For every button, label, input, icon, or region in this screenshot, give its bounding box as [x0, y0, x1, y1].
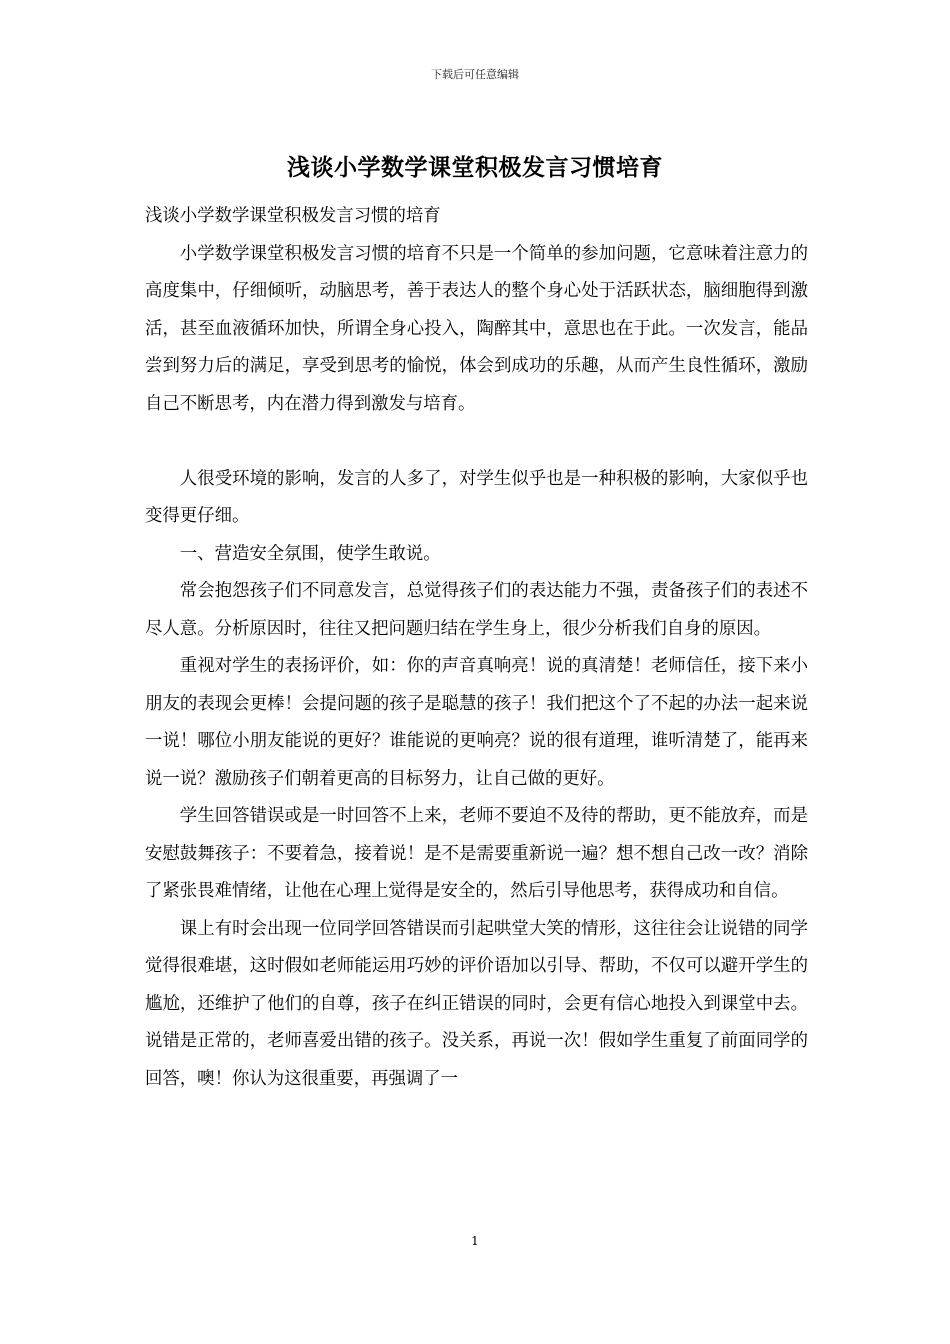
header-note: 下载后可任意编辑	[431, 68, 519, 81]
page-number: 1	[471, 1234, 479, 1248]
paragraph-2: 人很受环境的影响，发言的人多了，对学生似乎也是一种积极的影响，大家似乎也变得更仔细。	[145, 468, 808, 526]
blank-line	[145, 423, 808, 461]
paragraph-5: 学生回答错误或是一时回答不上来，老师不要迫不及待的帮助，更不能放弃，而是安慰鼓舞孩子：不要着急，接着说！是不是需要重新说一遍？想不想自己改一改？消除了紧张畏难情绪，让他在心理上觉得是安全的，然后引导他思考，获得成功和自信。	[145, 806, 808, 901]
paragraph-6: 课上有时会出现一位同学回答错误而引起哄堂大笑的情形，这往往会让说错的同学觉得很难堪，这时假如老师能运用巧妙的评价语加以引导、帮助，不仅可以避开学生的尴尬，还维护了他们的自尊，孩子在纠正错误的同时，会更有信心地投入到课堂中去。说错是正常的，老师喜爱出错的孩子。没关系，再说一次！假如学生重复了前面同学的回答，噢！你认为这很重要，再强调了一	[145, 918, 808, 1089]
paragraph-4: 重视对学生的表扬评价，如：你的声音真响亮！说的真清楚！老师信任，接下来小朋友的表现会更棒！会提问题的孩子是聪慧的孩子！我们把这个了不起的办法一起来说一说！哪位小朋友能说的更好？谁能说的更响亮？说的很有道理，谁听清楚了，能再来说一说？激励孩子们朝着更高的目标努力，让自己做的更好。	[145, 656, 808, 789]
section-heading-1: 一、营造安全氛围，使学生敢说。	[179, 543, 441, 564]
document-title: 浅谈小学数学课堂积极发言习惯培育	[287, 154, 663, 181]
paragraph-3: 常会抱怨孩子们不同意发言，总觉得孩子们的表达能力不强，责备孩子们的表述不尽人意。分析原因时，往往又把问题归结在学生身上，很少分析我们自身的原因。	[145, 581, 808, 639]
document-body	[145, 198, 808, 1098]
paragraph-1: 小学数学课堂积极发言习惯的培育不只是一个简单的参加问题，它意味着注意力的高度集中，仔细倾听，动脑思考，善于表达人的整个身心处于活跃状态，脑细胞得到激活，甚至血液循环加快，所谓全身心投入，陶醉其中，意思也在于此。一次发言，能品尝到努力后的满足，享受到思考的愉悦，体会到成功的乐趣，从而产生良性循环，激励自己不断思考，内在潜力得到激发与培育。	[145, 243, 808, 414]
document-subtitle: 浅谈小学数学课堂积极发言习惯的培育	[145, 206, 441, 226]
